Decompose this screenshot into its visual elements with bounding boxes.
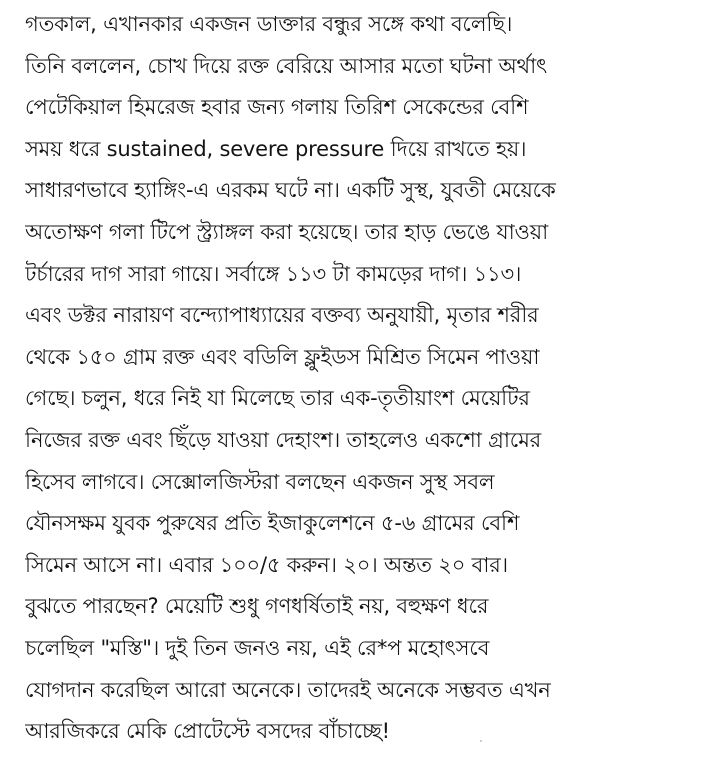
text-line-8: এবং ডক্টর নারায়ণ বন্দ্যোপাধ্যায়ের বক্তব্য অনুযায়ী, মৃতার শরীর <box>25 303 539 328</box>
text-line-7: টর্চারের দাগ সারা গায়ে। সর্বাঙ্গে ১১৩ টা কামড়ের দাগ। ১১৩। <box>25 261 522 286</box>
text-line-9: থেকে ১৫০ গ্রাম রক্ত এবং বডিলি ফ্লুইডস মিশ্রিত সিমেন পাওয়া <box>25 344 540 369</box>
text-line-1: গতকাল, এখানকার একজন ডাক্তার বন্ধুর সঙ্গে কথা বলেছি। <box>25 12 513 36</box>
text-line-17: যোগদান করেছিল আরো অনেকে। তাদেরই অনেকে সম্ভবত এখন <box>25 677 551 702</box>
text-line-14: সিমেন আসে না। এবার ১০০/৫ করুন। ২০। অন্তত ২০ বার। <box>25 552 508 577</box>
text-line-5: সাধারণভাবে হ্যাঙ্গিং-এ এরকম ঘটে না। একটি সুস্থ, যুবতী মেয়েকে <box>25 178 556 203</box>
text-line-4: সময় ধরে sustained, severe pressure দিয়ে রাখতে হয়। <box>25 136 527 161</box>
text-line-2: তিনি বললেন, চোখ দিয়ে রক্ত বেরিয়ে আসার মতো ঘটনা অর্থাৎ <box>25 53 548 78</box>
text-line-12: হিসেব লাগবে। সেক্সোলজিস্টরা বলছেন একজন সুস্থ সবল <box>25 469 495 494</box>
text-line-16: চলেছিল "মস্তি"। দুই তিন জনও নয়, এই রে*প মহোৎসবে <box>25 635 490 660</box>
text-line-6: অতোক্ষণ গলা টিপে স্ট্র্যাঙ্গল করা হয়েছে। তার হাড় ভেঙে যাওয়া <box>25 219 549 244</box>
text-line-10: গেছে। চলুন, ধরে নিই যা মিলেছে তার এক-তৃতীয়াংশ মেয়েটির <box>25 386 530 411</box>
text-line-3: পেটেকিয়াল হিমরেজ হবার জন্য গলায় তিরিশ সেকেন্ডের বেশি <box>25 95 529 120</box>
text-line-11: নিজের রক্ত এবং ছিঁড়ে যাওয়া দেহাংশ। তাহলেও একশো গ্রামের <box>25 427 542 452</box>
text-line-15: বুঝতে পারছেন? মেয়েটি শুধু গণধর্ষিতাই নয়, বহুক্ষণ ধরে <box>25 594 489 619</box>
speck-mark <box>480 740 482 742</box>
text-line-13: যৌনসক্ষম যুবক পুরুষের প্রতি ইজাকুলেশনে ৫-৬ গ্রামের বেশি <box>25 511 520 536</box>
text-line-18: আরজিকরে মেকি প্রোটেস্টে বসদের বাঁচাচ্ছে! <box>25 719 390 744</box>
